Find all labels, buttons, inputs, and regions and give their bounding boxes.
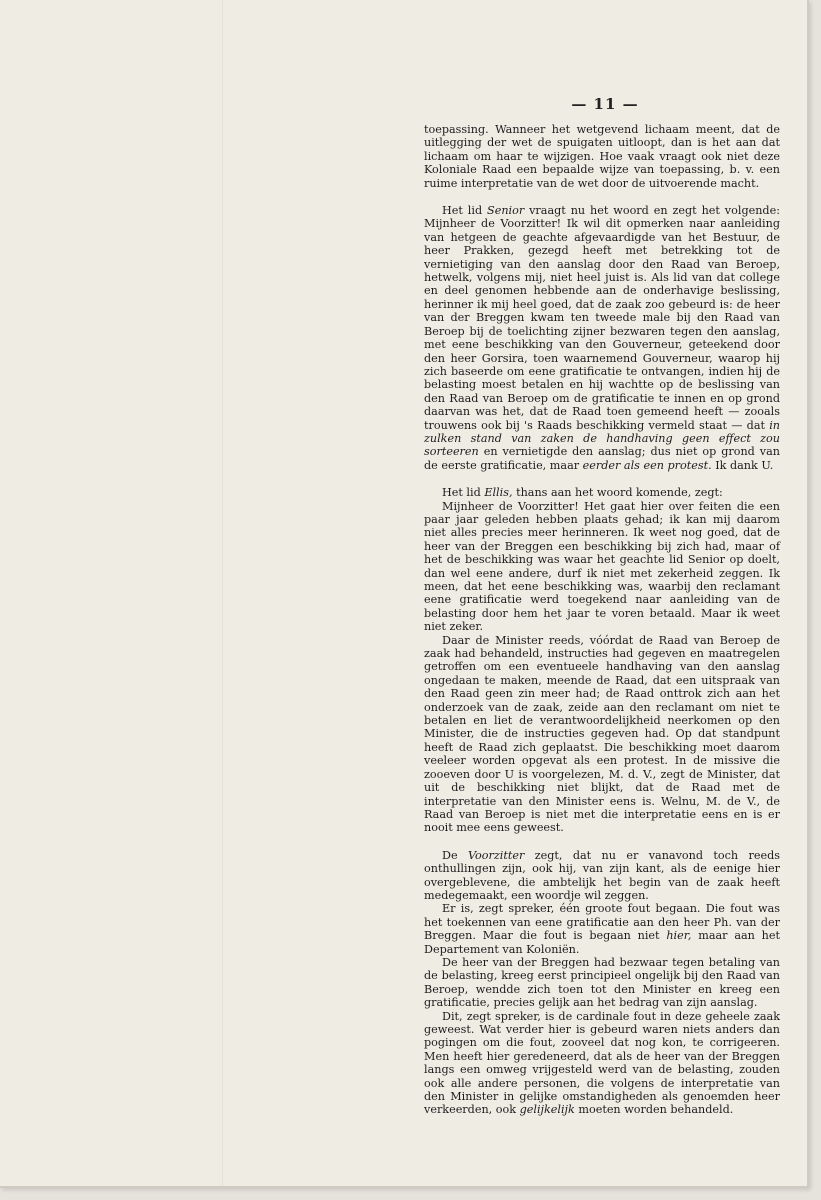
paragraph-voorzitter-intro: De Voorzitter zegt, dat nu er vanavond toch reeds onthullingen zijn, ook hij, van zijn kant, als de eenige hier overgeblevene, die ambtelijk het begin van de zaak heeft medegemaakt, een woordje wil zeggen. <box>424 848 781 902</box>
page-number: — 11 — <box>571 95 639 113</box>
speaker-name-ellis: Ellis, <box>484 486 513 500</box>
paragraph-continuation: toepassing. Wanneer het wetgevend lichaam meent, dat de uitlegging der wet de spuigaten uitloopt, dan is het aan dat lichaam om haar te wijzigen. Hoe vaak vraagt ook niet deze Koloniale Raad een bepaalde wijze van toepassing, b. v. een ruime interpretatie van de wet door de uitvoerende macht. <box>424 123 780 190</box>
paragraph-voorzitter-breggen: De heer van der Breggen had bezwaar tegen betaling van de belasting, kreeg eerst principieel ongelijk bij den Raad van Beroep, wendde zich toen tot den Minister en kreeg een gratificatie, precies gelijk aan het bedrag van zijn aanslag. <box>424 955 780 1010</box>
speaker-name-voorzitter: Voorzitter <box>468 848 525 862</box>
paragraph-voorzitter-fout: Er is, zegt spreker, één groote fout begaan. Die fout was het toekennen van eene gratificatie aan den heer Ph. van der Breggen. Maar die fout is begaan niet hier, maar aan het Departement van Koloniën. <box>424 902 780 956</box>
paragraph-ellis-intro: Het lid Ellis, thans aan het woord komende, zegt: <box>442 486 723 500</box>
paragraph-voorzitter-conclusion: Dit, zegt spreker, is de cardinale fout in deze geheele zaak geweest. Wat verder hier is gebeurd waren niets anders dan pogingen om die fout, zooveel dat nog kon, te corrigeeren. Men heeft hier geredeneerd, dat als de heer van der Breggen langs een omweg vrijgesteld werd van de belasting, zouden ook alle andere personen, die volgens de interpretatie van den Minister in gelijke omstandigheden als genoemden heer verkeerden, ook gelijkelijk moeten worden behandeld. <box>424 1009 780 1117</box>
page-fold-shadow <box>222 0 223 1186</box>
speaker-name-senior: Senior <box>487 204 525 218</box>
paragraph-ellis-speech: Mijnheer de Voorzitter! Het gaat hier over feiten die een paar jaar geleden hebben plaats gehad; ik kan mij daarom niet alles precies meer herinneren. Ik weet nog goed, dat de heer van der Breggen een beschikking bij zich had, maar of het de beschikking was waar het geachte lid Senior op doelt, dan wel eene andere, durf ik niet met zekerheid zeggen. Ik meen, dat het eene beschikking was, waarbij den reclamant eene gratificatie werd toegekend naar aanleiding van de belasting door hem het jaar te voren betaald. Maar ik weet niet zeker. <box>424 499 780 634</box>
paragraph-ellis-speech-cont: Daar de Minister reeds, vóórdat de Raad van Beroep de zaak had behandeld, instructies had gegeven en maatregelen getroffen om een eventueele handhaving van den aanslag ongedaan te maken, meende de Raad, dat een uitspraak van den Raad geen zin meer had; de Raad onttrok zich aan het onderzoek van de zaak, zeide aan den reclamant om niet te betalen en liet de verantwoordelijkheid neerkomen op den Minister, die de instructies gegeven had. Op dat standpunt heeft de Raad zich geplaatst. Die beschikking moet daarom veeleer worden opgevat als een protest. In de missive die zooeven door U is voorgelezen, M. d. V., zegt de Minister, dat uit de beschikking niet blijkt, dat de Raad met de interpretatie van den Minister eens is. Welnu, M. de V., de Raad van Beroep is niet met die interpretatie eens en is er nooit mee eens geweest. <box>424 633 780 835</box>
text-column <box>424 123 780 1117</box>
paragraph-senior-speech: Het lid Senior vraagt nu het woord en zegt het volgende: Mijnheer de Voorzitter! Ik wil dit opmerken naar aanleiding van hetgeen de geachte afgevaardigde van het Bestuur, de heer Prakken, gezegd heeft met betrekking tot de vernietiging van den aanslag door den Raad van Beroep, hetwelk, volgens mij, niet heel juist is. Als lid van dat college en deel genomen hebbende aan de onderhavige beslissing, herinner ik mij heel goed, dat de zaak zoo gebeurd is: de heer van der Breggen kwam ten tweede male bij den Raad van Beroep bij de toelichting zijner bezwaren tegen den aanslag, met eene beschikking van den Gouverneur, geteekend door den heer Gorsira, toen waarnemend Gouverneur, waarop hij zich baseerde om eene gratificatie te ontvangen, indien hij de belasting moest betalen en hij wachtte op de beslissing van den Raad van Beroep om de gratificatie te innen en op grond daarvan was het, dat de Raad toen gemeend heeft — zooals trouwens ook bij 's Raads beschikking vermeld staat — dat in zulken stand van zaken de handhaving geen effect zou sorteeren en vernietigde den aanslag; dus niet op grond van de eerste gratificatie, maar eerder als een protest. Ik dank U. <box>424 204 780 472</box>
